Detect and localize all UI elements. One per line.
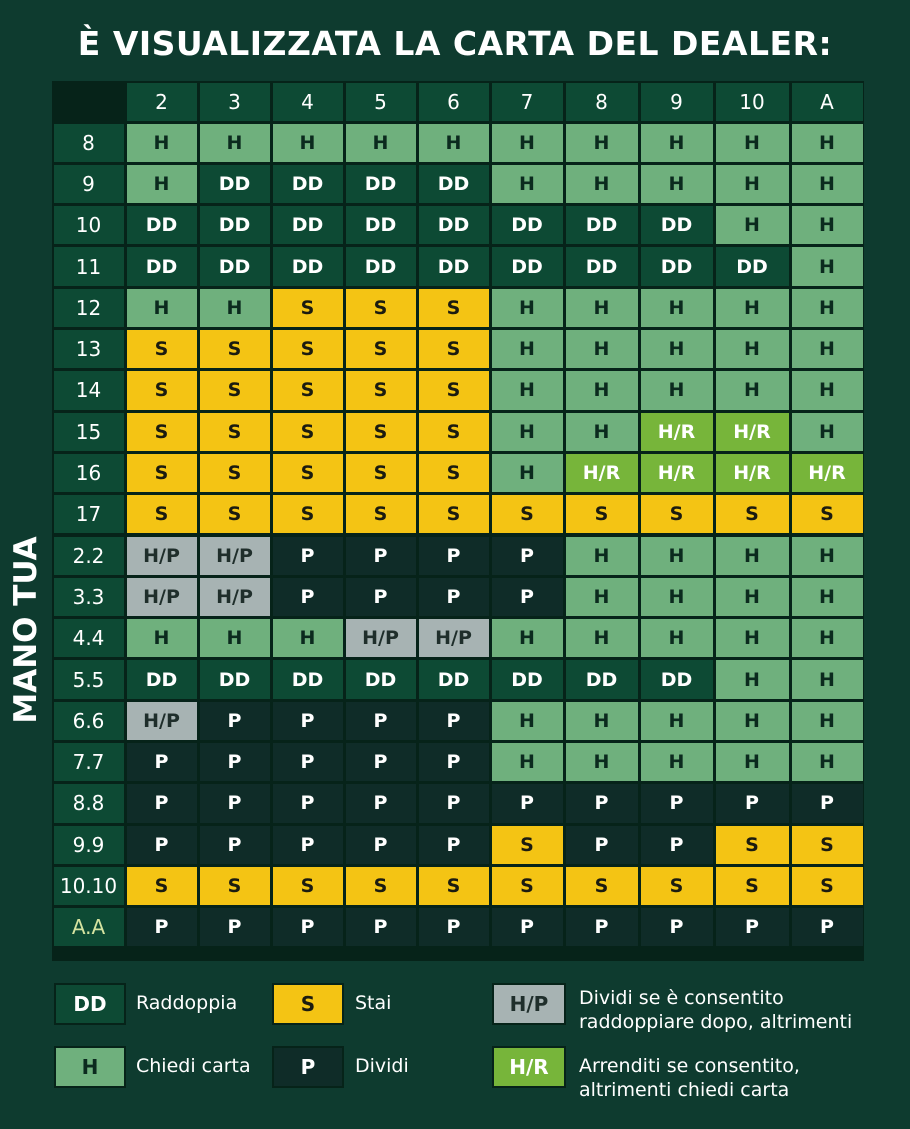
player-hand-header: 6.6 [54,702,124,740]
action-cell-stand: S [127,454,197,492]
action-cell-double: DD [273,247,343,285]
action-cell-split: P [792,784,863,822]
action-cell-hit-or-split: H/P [200,537,270,575]
action-cell-stand: S [273,495,343,533]
action-cell-hit: H [492,371,563,409]
player-hand-header: 8.8 [54,784,124,822]
action-cell-hit: H [716,578,789,616]
action-cell-split: P [419,743,489,781]
action-cell-hit: H [566,413,638,451]
player-hand-header: 14 [54,371,124,409]
action-cell-double: DD [566,660,638,698]
action-cell-hit: H [716,702,789,740]
player-hand-header: 12 [54,289,124,327]
action-cell-double: DD [346,165,416,203]
action-cell-hit: H [492,289,563,327]
action-cell-split: P [419,537,489,575]
action-cell-double: DD [419,165,489,203]
action-cell-hit: H [792,247,863,285]
action-cell-stand: S [792,826,863,864]
action-cell-hit: H [566,165,638,203]
action-cell-hit: H [566,330,638,368]
action-cell-hit: H [566,702,638,740]
action-cell-split: P [492,908,563,946]
action-cell-split: P [641,908,713,946]
action-cell-hit: H [492,619,563,657]
action-cell-split: P [716,784,789,822]
legend-swatch-hit: H [54,1046,126,1088]
action-cell-hit: H [273,124,343,162]
action-cell-split: P [346,826,416,864]
action-cell-double: DD [127,206,197,244]
action-cell-double: DD [641,660,713,698]
action-cell-hit: H [200,619,270,657]
action-cell-stand: S [566,867,638,905]
action-cell-hit: H [792,165,863,203]
action-cell-surrender: H/R [641,413,713,451]
action-cell-hit: H [200,124,270,162]
action-cell-stand: S [419,867,489,905]
action-cell-split: P [273,743,343,781]
legend-label-hit-or-split: Dividi se è consentito raddoppiare dopo, altrimenti [579,987,853,1033]
action-cell-double: DD [492,660,563,698]
action-cell-hit: H [492,330,563,368]
action-cell-hit: H [716,289,789,327]
action-cell-double: DD [716,247,789,285]
action-cell-hit: H [566,743,638,781]
legend-swatch-double: DD [54,983,126,1025]
legend-swatch-split: P [272,1046,344,1088]
action-cell-hit: H [641,289,713,327]
action-cell-double: DD [127,247,197,285]
action-cell-split: P [641,784,713,822]
action-cell-hit: H [566,537,638,575]
action-cell-hit: H [346,124,416,162]
action-cell-stand: S [716,495,789,533]
action-cell-stand: S [346,289,416,327]
action-cell-stand: S [419,330,489,368]
action-cell-stand: S [273,289,343,327]
player-hand-header: 15 [54,413,124,451]
action-cell-double: DD [492,247,563,285]
action-cell-stand: S [127,371,197,409]
action-cell-stand: S [419,289,489,327]
legend-label-hit: Chiedi carta [136,1055,251,1077]
action-cell-split: P [419,784,489,822]
action-cell-double: DD [346,660,416,698]
dealer-card-header: 4 [273,83,343,121]
action-cell-split: P [346,537,416,575]
action-cell-double: DD [200,247,270,285]
player-hand-header: 10 [54,206,124,244]
action-cell-stand: S [419,454,489,492]
action-cell-hit: H [641,371,713,409]
action-cell-hit: H [792,289,863,327]
action-cell-split: P [792,908,863,946]
dealer-card-header: 3 [200,83,270,121]
action-cell-hit: H [792,660,863,698]
action-cell-hit: H [566,578,638,616]
dealer-card-header: 6 [419,83,489,121]
player-hand-header: 2.2 [54,537,124,575]
action-cell-hit: H [641,330,713,368]
action-cell-split: P [346,908,416,946]
action-cell-double: DD [200,206,270,244]
action-cell-double: DD [200,165,270,203]
action-cell-hit: H [716,619,789,657]
action-cell-hit: H [792,413,863,451]
action-cell-split: P [716,908,789,946]
action-cell-stand: S [716,826,789,864]
action-cell-hit: H [492,743,563,781]
action-cell-double: DD [273,165,343,203]
action-cell-hit: H [492,165,563,203]
action-cell-stand: S [346,413,416,451]
action-cell-split: P [200,908,270,946]
player-hand-header: 16 [54,454,124,492]
action-cell-hit: H [641,743,713,781]
action-cell-stand: S [792,495,863,533]
action-cell-hit: H [716,206,789,244]
action-cell-double: DD [127,660,197,698]
action-cell-stand: S [273,330,343,368]
action-cell-double: DD [419,660,489,698]
action-cell-hit: H [716,330,789,368]
action-cell-split: P [566,784,638,822]
player-hand-header: 9 [54,165,124,203]
dealer-card-header: 8 [566,83,638,121]
action-cell-surrender: H/R [566,454,638,492]
action-cell-hit: H [716,537,789,575]
action-cell-split: P [346,743,416,781]
action-cell-stand: S [641,495,713,533]
dealer-card-header: 7 [492,83,563,121]
action-cell-stand: S [127,330,197,368]
player-hand-header: 3.3 [54,578,124,616]
action-cell-split: P [273,578,343,616]
action-cell-split: P [127,908,197,946]
action-cell-surrender: H/R [716,454,789,492]
action-cell-hit: H [716,371,789,409]
action-cell-stand: S [492,495,563,533]
action-cell-stand: S [419,413,489,451]
legend-label-double: Raddoppia [136,992,238,1014]
action-cell-hit: H [792,702,863,740]
action-cell-hit: H [641,165,713,203]
action-cell-split: P [200,826,270,864]
action-cell-double: DD [641,206,713,244]
action-cell-split: P [566,908,638,946]
action-cell-hit: H [127,619,197,657]
action-cell-stand: S [716,867,789,905]
action-cell-hit: H [641,124,713,162]
action-cell-hit-or-split: H/P [127,578,197,616]
action-cell-split: P [346,578,416,616]
legend-swatch-stand: S [272,983,344,1025]
action-cell-stand: S [419,371,489,409]
legend-swatch-surrender: H/R [492,1046,566,1088]
dealer-card-header: 5 [346,83,416,121]
dealer-card-header: 2 [127,83,197,121]
action-cell-split: P [127,826,197,864]
strategy-table [52,81,864,961]
player-hand-header: 7.7 [54,743,124,781]
player-hand-header: 4.4 [54,619,124,657]
action-cell-double: DD [419,247,489,285]
action-cell-split: P [641,826,713,864]
action-cell-hit: H [792,619,863,657]
player-hand-header: 8 [54,124,124,162]
action-cell-stand: S [200,495,270,533]
action-cell-split: P [419,702,489,740]
action-cell-hit: H [716,660,789,698]
action-cell-split: P [200,702,270,740]
action-cell-stand: S [641,867,713,905]
action-cell-double: DD [419,206,489,244]
dealer-card-header: A [792,83,863,121]
action-cell-split: P [273,908,343,946]
action-cell-surrender: H/R [716,413,789,451]
action-cell-double: DD [346,206,416,244]
action-cell-double: DD [346,247,416,285]
action-cell-hit: H [716,124,789,162]
action-cell-stand: S [273,454,343,492]
action-cell-stand: S [492,867,563,905]
player-hand-axis-label: MANO TUA [8,536,44,724]
action-cell-stand: S [200,413,270,451]
player-hand-header: 13 [54,330,124,368]
action-cell-split: P [273,784,343,822]
player-hand-header: 17 [54,495,124,533]
action-cell-hit: H [792,371,863,409]
dealer-card-header: 10 [716,83,789,121]
action-cell-stand: S [346,330,416,368]
action-cell-double: DD [566,206,638,244]
action-cell-hit: H [127,124,197,162]
action-cell-hit: H [566,371,638,409]
action-cell-split: P [492,578,563,616]
action-cell-stand: S [346,867,416,905]
action-cell-hit: H [792,206,863,244]
action-cell-split: P [492,537,563,575]
action-cell-hit: H [792,743,863,781]
player-hand-header: 9.9 [54,826,124,864]
action-cell-split: P [127,784,197,822]
action-cell-split: P [419,578,489,616]
action-cell-stand: S [792,867,863,905]
action-cell-hit: H [127,165,197,203]
action-cell-stand: S [566,495,638,533]
player-hand-header: A.A [54,908,124,946]
action-cell-stand: S [127,867,197,905]
action-cell-stand: S [346,454,416,492]
action-cell-stand: S [419,495,489,533]
action-cell-hit: H [716,165,789,203]
action-cell-split: P [566,826,638,864]
action-cell-double: DD [566,247,638,285]
action-cell-hit: H [566,289,638,327]
action-cell-stand: S [200,454,270,492]
action-cell-stand: S [200,330,270,368]
action-cell-hit: H [792,578,863,616]
action-cell-hit-or-split: H/P [419,619,489,657]
action-cell-split: P [492,784,563,822]
action-cell-hit: H [200,289,270,327]
action-cell-double: DD [273,206,343,244]
action-cell-hit: H [492,413,563,451]
action-cell-split: P [346,702,416,740]
action-cell-double: DD [641,247,713,285]
action-cell-split: P [273,537,343,575]
action-cell-hit: H [492,702,563,740]
legend-label-split: Dividi [355,1055,409,1077]
legend-label-stand: Stai [355,992,392,1014]
action-cell-stand: S [346,371,416,409]
action-cell-surrender: H/R [792,454,863,492]
action-cell-hit: H [716,743,789,781]
action-cell-split: P [273,826,343,864]
page-title: È VISUALIZZATA LA CARTA DEL DEALER: [77,24,833,63]
action-cell-stand: S [127,413,197,451]
action-cell-hit: H [419,124,489,162]
action-cell-hit: H [641,619,713,657]
action-cell-hit: H [641,702,713,740]
action-cell-split: P [127,743,197,781]
action-cell-hit: H [273,619,343,657]
action-cell-split: P [273,702,343,740]
action-cell-stand: S [273,867,343,905]
action-cell-hit: H [566,124,638,162]
action-cell-stand: S [273,371,343,409]
action-cell-surrender: H/R [641,454,713,492]
player-hand-header: 10.10 [54,867,124,905]
legend-swatch-hit-or-split: H/P [492,983,566,1025]
action-cell-hit: H [792,124,863,162]
action-cell-hit-or-split: H/P [346,619,416,657]
action-cell-double: DD [492,206,563,244]
action-cell-hit: H [492,454,563,492]
action-cell-hit: H [492,124,563,162]
action-cell-split: P [346,784,416,822]
action-cell-split: P [419,826,489,864]
action-cell-hit: H [566,619,638,657]
action-cell-hit-or-split: H/P [127,537,197,575]
action-cell-split: P [200,784,270,822]
action-cell-split: P [419,908,489,946]
action-cell-stand: S [200,371,270,409]
action-cell-hit: H [641,537,713,575]
action-cell-stand: S [127,495,197,533]
action-cell-stand: S [346,495,416,533]
action-cell-split: P [200,743,270,781]
action-cell-hit: H [792,330,863,368]
action-cell-hit: H [641,578,713,616]
action-cell-hit-or-split: H/P [127,702,197,740]
action-cell-hit: H [792,537,863,575]
legend-label-surrender: Arrenditi se consentito, altrimenti chiedi carta [579,1055,800,1101]
action-cell-double: DD [273,660,343,698]
action-cell-stand: S [492,826,563,864]
action-cell-hit-or-split: H/P [200,578,270,616]
player-hand-header: 11 [54,247,124,285]
dealer-card-header: 9 [641,83,713,121]
player-hand-header: 5.5 [54,660,124,698]
action-cell-double: DD [200,660,270,698]
action-cell-stand: S [200,867,270,905]
action-cell-hit: H [127,289,197,327]
action-cell-stand: S [273,413,343,451]
